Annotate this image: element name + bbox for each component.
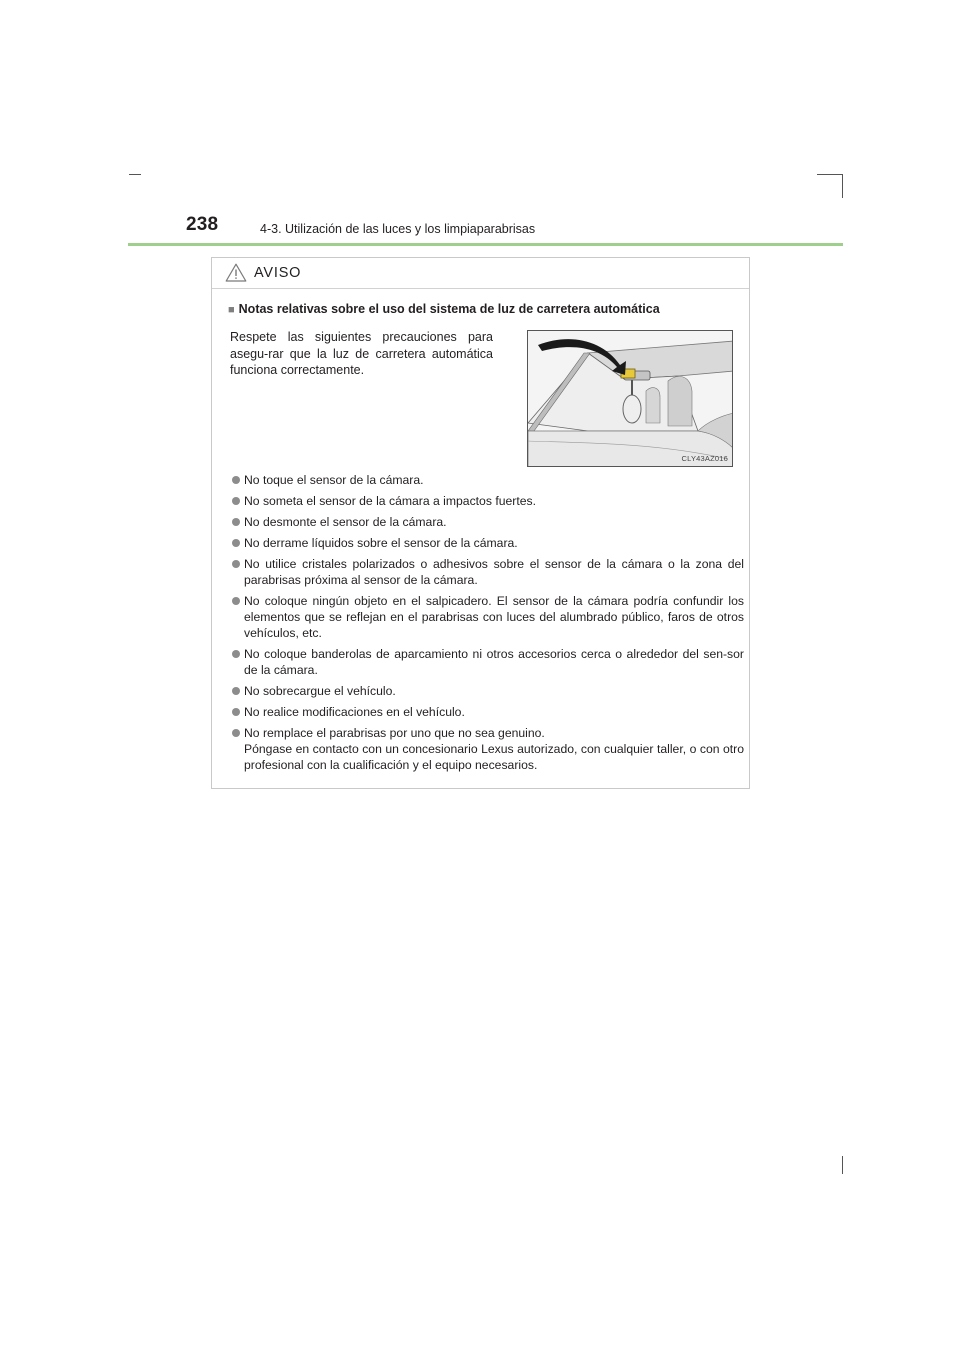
precaution-text: No utilice cristales polarizados o adhesivos sobre el sensor de la cámara o la zona del parabrisas próxima al sensor de la cámara. <box>244 557 744 587</box>
precaution-item <box>232 646 744 678</box>
figure-code: CLY43AZ016 <box>681 454 728 463</box>
bullet-dot-icon <box>232 650 240 658</box>
square-bullet-icon: ■ <box>228 304 235 316</box>
bullet-dot-icon <box>232 476 240 484</box>
precaution-item <box>232 535 744 551</box>
precaution-item <box>232 556 744 588</box>
precaution-text: No sobrecargue el vehículo. <box>244 684 396 698</box>
warning-triangle-icon <box>225 263 247 287</box>
windshield-camera-drawing <box>528 331 733 467</box>
bullet-dot-icon <box>232 518 240 526</box>
precaution-item <box>232 593 744 641</box>
bullet-dot-icon <box>232 597 240 605</box>
intro-paragraph: Respete las siguientes precauciones para asegu-rar que la luz de carretera automática funciona correctamente. <box>230 330 493 377</box>
warning-header <box>212 258 749 289</box>
precaution-item <box>232 472 744 488</box>
bullet-dot-icon <box>232 497 240 505</box>
precaution-item <box>232 493 744 509</box>
precaution-text: No coloque ningún objeto en el salpicadero. El sensor de la cámara podría confundir los elementos que se reflejan en el parabrisas con luces del alumbrado público, faros de otros vehículos, etc. <box>244 594 744 640</box>
warning-subheading-text: Notas relativas sobre el uso del sistema de luz de carretera automática <box>238 302 660 316</box>
precaution-text: No toque el sensor de la cámara. <box>244 473 424 487</box>
warning-subheading <box>228 302 660 316</box>
crop-mark-top-right-v <box>842 174 843 198</box>
precaution-item <box>232 683 744 699</box>
precaution-list <box>232 472 744 778</box>
precaution-item <box>232 514 744 530</box>
precaution-text: No someta el sensor de la cámara a impactos fuertes. <box>244 494 536 508</box>
precaution-text: No coloque banderolas de aparcamiento ni otros accesorios cerca o alrededor del sen-sor de la cámara. <box>244 647 744 677</box>
warning-box <box>211 257 750 789</box>
bullet-dot-icon <box>232 539 240 547</box>
crop-mark-top-left <box>129 174 141 175</box>
crop-mark-bottom-right <box>842 1156 843 1174</box>
header-rule <box>128 243 843 246</box>
camera-sensor-illustration <box>527 330 733 467</box>
bullet-dot-icon <box>232 687 240 695</box>
crop-mark-top-right-h <box>817 174 843 175</box>
page-number: 238 <box>186 214 219 235</box>
warning-title: AVISO <box>254 265 302 281</box>
bullet-dot-icon <box>232 729 240 737</box>
precaution-item <box>232 725 744 773</box>
bullet-dot-icon <box>232 708 240 716</box>
precaution-text: No desmonte el sensor de la cámara. <box>244 515 447 529</box>
precaution-text: No realice modificaciones en el vehículo. <box>244 705 465 719</box>
precaution-item <box>232 704 744 720</box>
precaution-text: No derrame líquidos sobre el sensor de la cámara. <box>244 536 518 550</box>
precaution-text: No remplace el parabrisas por uno que no sea genuino. Póngase en contacto con un concesionario Lexus autorizado, con cualquier taller, o con otro profesional con la cualificación y el equipo necesarios. <box>244 726 744 772</box>
bullet-dot-icon <box>232 560 240 568</box>
section-title: 4-3. Utilización de las luces y los limpiaparabrisas <box>260 222 536 236</box>
